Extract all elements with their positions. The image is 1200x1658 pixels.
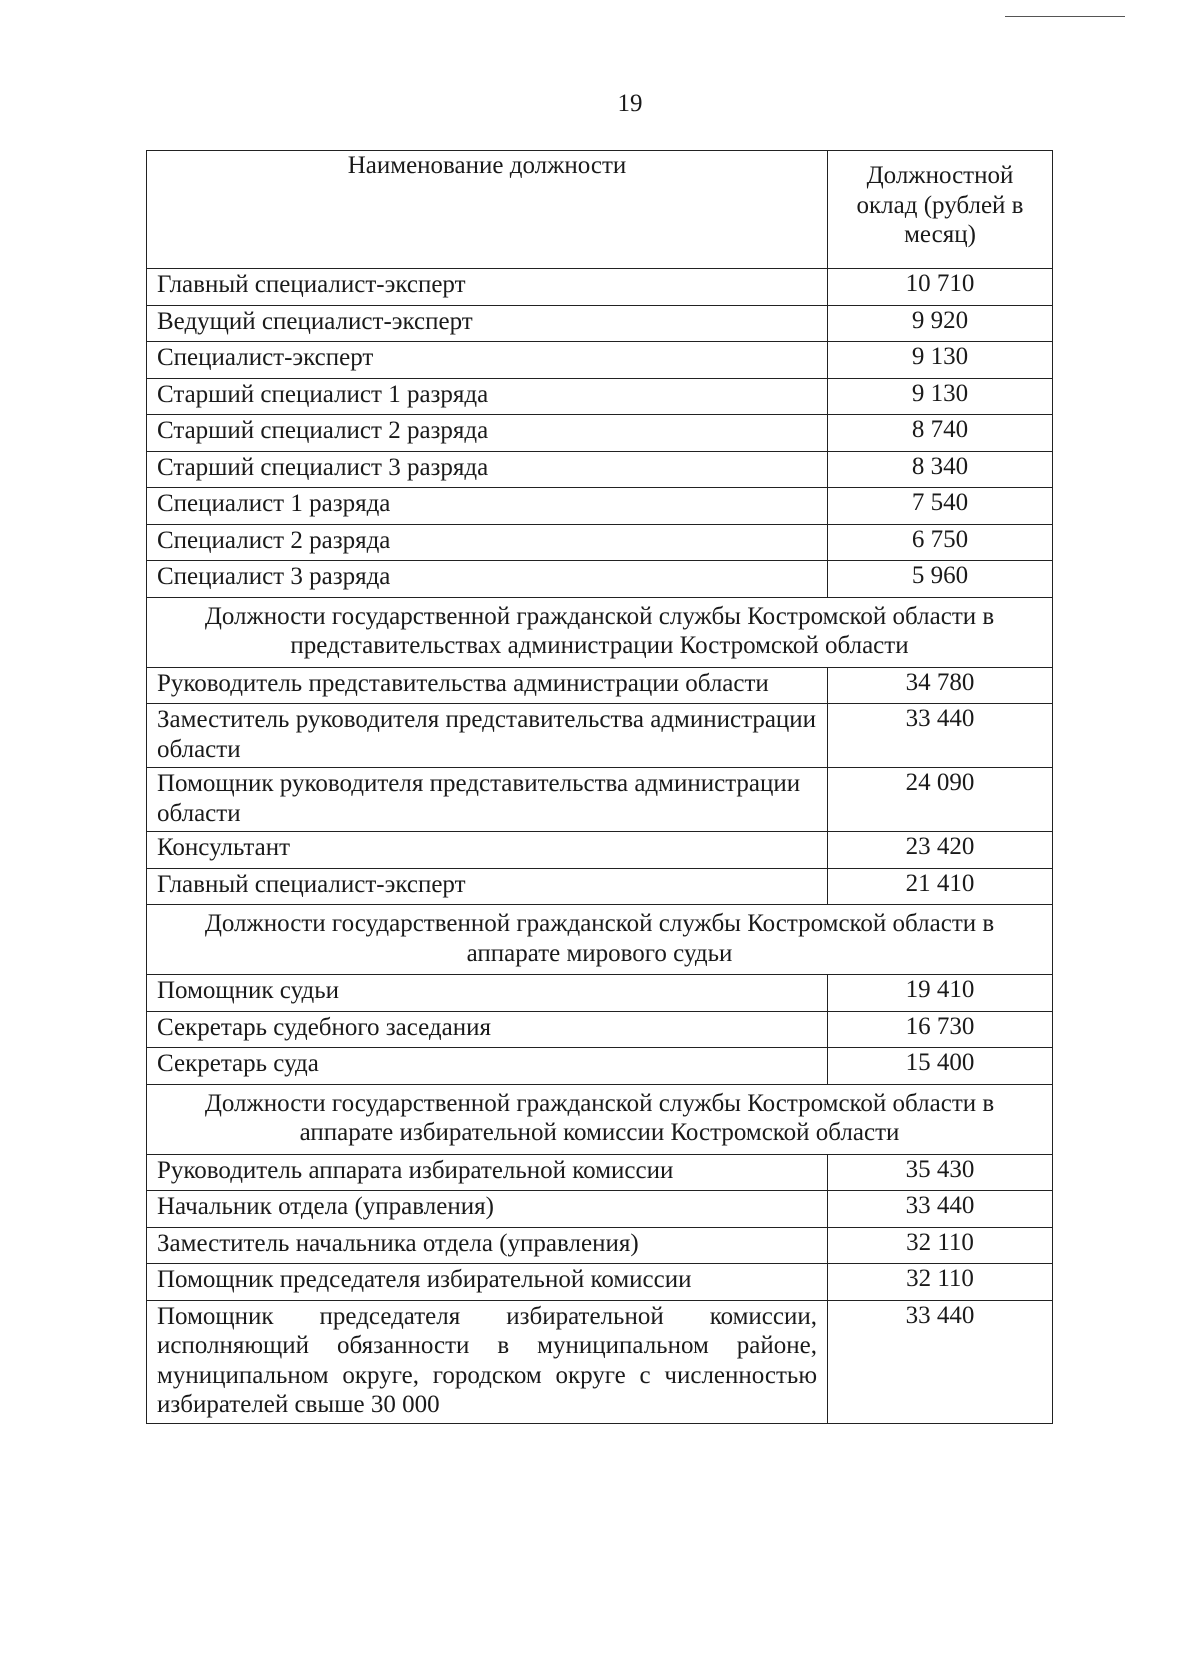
section-heading-row — [147, 905, 1053, 975]
section-heading-row — [147, 1084, 1053, 1154]
salary-value: 23 420 — [828, 832, 1053, 869]
section-title-representations: Должности государственной гражданской службы Костромской области в представительствах администрации Костромской области — [147, 597, 1053, 667]
table-row — [147, 768, 1053, 832]
position-name: Помощник председателя избирательной комиссии — [147, 1264, 828, 1301]
salary-column-header: Должностной оклад (рублей в месяц) — [828, 151, 1053, 269]
position-name: Специалист-эксперт — [147, 342, 828, 379]
table-header-row — [147, 151, 1053, 269]
table-row — [147, 305, 1053, 342]
salary-value: 34 780 — [828, 667, 1053, 704]
table-row — [147, 269, 1053, 306]
table-row — [147, 975, 1053, 1012]
table-row — [147, 832, 1053, 869]
salary-value: 16 730 — [828, 1011, 1053, 1048]
table-row — [147, 451, 1053, 488]
page-number: 19 — [617, 90, 643, 117]
table-row — [147, 1264, 1053, 1301]
salary-value: 8 340 — [828, 451, 1053, 488]
salary-table — [146, 150, 1053, 1424]
table-row — [147, 1300, 1053, 1423]
position-name: Старший специалист 3 разряда — [147, 451, 828, 488]
salary-value: 8 740 — [828, 415, 1053, 452]
position-name: Помощник председателя избирательной комиссии, исполняющий обязанности в муниципальном районе, муниципальном округе, городском округе с численностью избирателей свыше 30 000 — [147, 1300, 828, 1423]
salary-value: 9 920 — [828, 305, 1053, 342]
salary-value: 15 400 — [828, 1048, 1053, 1085]
table-row — [147, 524, 1053, 561]
position-name: Начальник отдела (управления) — [147, 1191, 828, 1228]
position-name: Специалист 2 разряда — [147, 524, 828, 561]
position-name: Специалист 1 разряда — [147, 488, 828, 525]
salary-value: 24 090 — [828, 768, 1053, 832]
section-title-election: Должности государственной гражданской службы Костромской области в аппарате избирательной комиссии Костромской области — [147, 1084, 1053, 1154]
section-title-justice: Должности государственной гражданской службы Костромской области в аппарате мирового судьи — [147, 905, 1053, 975]
position-name: Старший специалист 1 разряда — [147, 378, 828, 415]
salary-value: 7 540 — [828, 488, 1053, 525]
salary-value: 33 440 — [828, 1300, 1053, 1423]
salary-value: 10 710 — [828, 269, 1053, 306]
table-row — [147, 1154, 1053, 1191]
salary-value: 19 410 — [828, 975, 1053, 1012]
position-name: Руководитель представительства администрации области — [147, 667, 828, 704]
table-row — [147, 1048, 1053, 1085]
position-name: Специалист 3 разряда — [147, 561, 828, 598]
salary-value: 5 960 — [828, 561, 1053, 598]
position-name: Заместитель руководителя представительства администрации области — [147, 704, 828, 768]
salary-value: 9 130 — [828, 342, 1053, 379]
position-name: Заместитель начальника отдела (управления) — [147, 1227, 828, 1264]
table-row — [147, 868, 1053, 905]
position-name: Главный специалист-эксперт — [147, 269, 828, 306]
table-row — [147, 704, 1053, 768]
salary-value: 33 440 — [828, 1191, 1053, 1228]
table-row — [147, 342, 1053, 379]
salary-value: 6 750 — [828, 524, 1053, 561]
table-row — [147, 488, 1053, 525]
salary-value: 33 440 — [828, 704, 1053, 768]
table-row — [147, 378, 1053, 415]
salary-value: 21 410 — [828, 868, 1053, 905]
table-row — [147, 1227, 1053, 1264]
salary-value: 32 110 — [828, 1227, 1053, 1264]
position-name: Секретарь суда — [147, 1048, 828, 1085]
position-name: Руководитель аппарата избирательной комиссии — [147, 1154, 828, 1191]
table-row — [147, 415, 1053, 452]
position-name: Помощник судьи — [147, 975, 828, 1012]
table-row — [147, 561, 1053, 598]
position-name: Старший специалист 2 разряда — [147, 415, 828, 452]
position-column-header: Наименование должности — [147, 151, 828, 269]
position-name: Консультант — [147, 832, 828, 869]
table-row — [147, 1191, 1053, 1228]
position-name: Помощник руководителя представительства администрации области — [147, 768, 828, 832]
scan-artifact-line — [1005, 16, 1125, 17]
table-row — [147, 667, 1053, 704]
table-row — [147, 1011, 1053, 1048]
salary-value: 35 430 — [828, 1154, 1053, 1191]
position-name: Ведущий специалист-эксперт — [147, 305, 828, 342]
section-heading-row — [147, 597, 1053, 667]
salary-value: 9 130 — [828, 378, 1053, 415]
salary-value: 32 110 — [828, 1264, 1053, 1301]
position-name: Секретарь судебного заседания — [147, 1011, 828, 1048]
position-name: Главный специалист-эксперт — [147, 868, 828, 905]
